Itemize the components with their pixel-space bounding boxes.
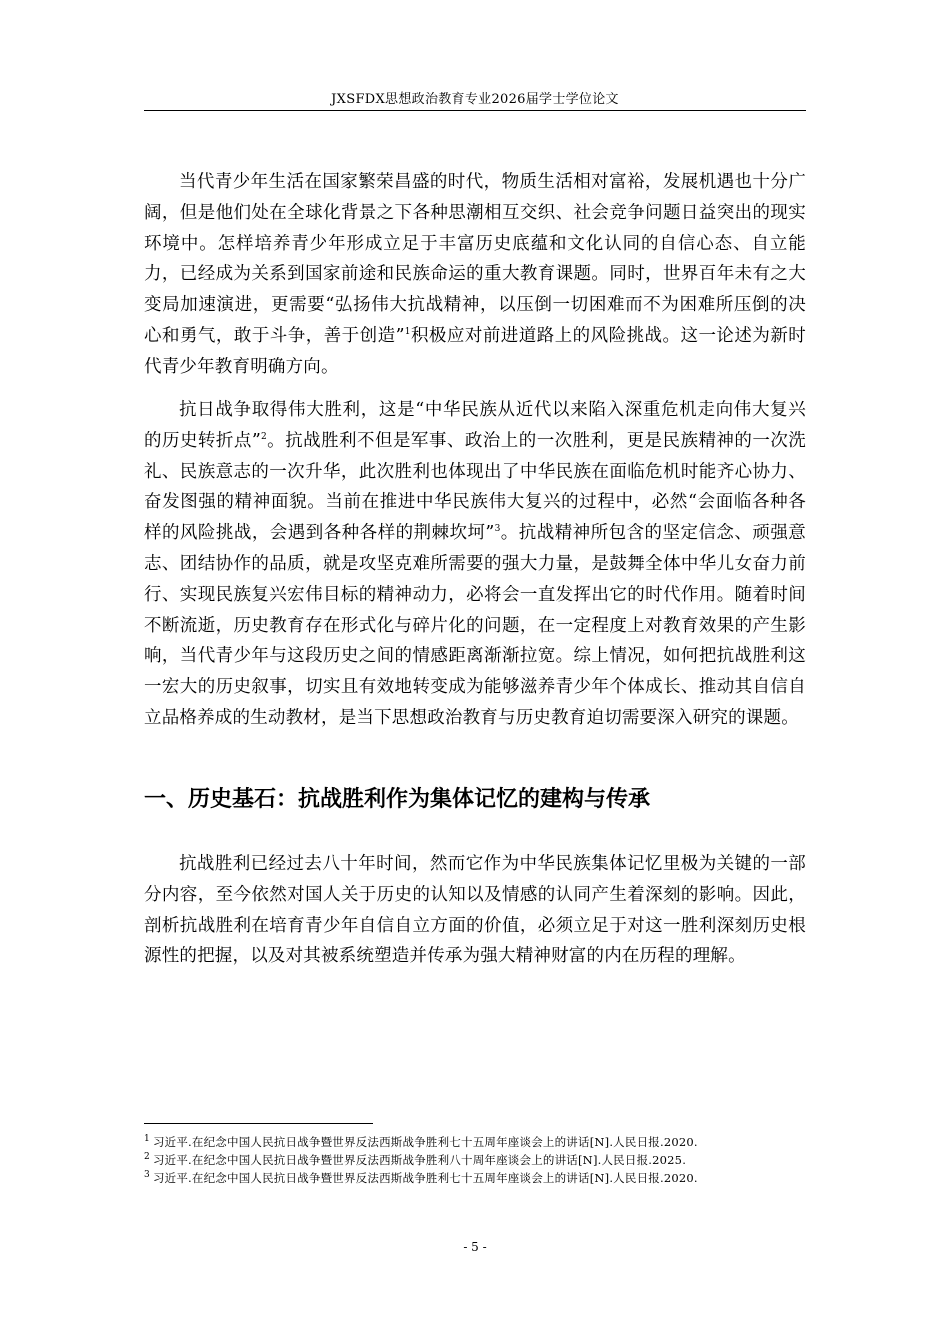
section-heading: 一、历史基石：抗战胜利作为集体记忆的建构与传承 [144,787,651,812]
paragraph-2-text-b: 。抗战胜利不但是军事、政治上的一次胜利，更是民族精神的一次洗礼、民族意志的一次升华，此次胜利也体现出了中华民族在面临危机时能齐心协力、奋发图强的精神面貌。当前在推进中华民族伟大复兴的过程中，必然“会面临各种各样的风险挑战，会遇到各种各样的荆棘坎坷” [144,430,806,544]
paragraph-2-text-a: 抗日战争取得伟大胜利，这是“中华民族从近代以来陷入深重危机走向伟大复兴的历史转折点” [144,400,806,451]
footnote-3 [144,1169,806,1187]
footnote-divider [144,1123,373,1124]
paragraph-3: 抗战胜利已经过去八十年时间，然而它作为中华民族集体记忆里极为关键的一部分内容，至今依然对国人关于历史的认知以及情感的认同产生着深刻的影响。因此，剖析抗战胜利在培育青少年自信自立方面的价值，必须立足于对这一胜利深刻历史根源性的把握，以及对其被系统塑造并传承为强大精神财富的内在历程的理解。 [144,854,806,967]
footnote-number: 3 [144,1170,150,1181]
paragraph-1-text-a: 当代青少年生活在国家繁荣昌盛的时代，物质生活相对富裕，发展机遇也十分广阔，但是他们处在全球化背景之下各种思潮相互交织、社会竞争问题日益突出的现实环境中。怎样培养青少年形成立足于丰富历史底蕴和文化认同的自信心态、自立能力，已经成为关系到国家前途和民族命运的重大教育课题。同时，世界百年未有之大变局加速演进，更需要“弘扬伟大抗战精神，以压倒一切困难而不为困难所压倒的决心和勇气，敢于斗争，善于创造” [144,172,806,346]
footnote-ref-3[interactable]: 3 [494,524,501,535]
footnote-text: 习近平.在纪念中国人民抗日战争暨世界反法西斯战争胜利七十五周年座谈会上的讲话[N].人民日报.2020. [152,1171,698,1185]
paragraph-1 [144,167,806,383]
footnotes [144,1133,806,1187]
footnote-text: 习近平.在纪念中国人民抗日战争暨世界反法西斯战争胜利八十周年座谈会上的讲话[N].人民日报.2025. [152,1153,687,1167]
page-number: - 5 - [463,1240,487,1254]
page-header: JXSFDX思想政治教育专业2026届学士学位论文 [331,92,619,107]
footnote-ref-2[interactable]: 2 [260,431,267,442]
paragraph-1-text-b: 积极应对前进道路上的风险挑战。这一论述为新时代青少年教育明确方向。 [144,325,806,377]
footnote-2 [144,1151,806,1169]
header-divider [144,110,806,111]
footnote-ref-1[interactable]: 1 [404,327,411,338]
footnote-number: 2 [144,1152,150,1163]
paragraph-2-text-c: 。抗战精神所包含的坚定信念、顽强意志、团结协作的品质，就是攻坚克难所需要的强大力量，是鼓舞全体中华儿女奋力前行、实现民族复兴宏伟目标的精神动力，必将会一直发挥出它的时代作用。随着时间不断流逝，历史教育存在形式化与碎片化的问题，在一定程度上对教育效果的产生影响，当代青少年与这段历史之间的情感距离渐渐拉宽。综上情况，如何把抗战胜利这一宏大的历史叙事，切实且有效地转变成为能够滋养青少年个体成长、推动其自信自立品格养成的生动教材，是当下思想政治教育与历史教育迫切需要深入研究的课题。 [144,523,806,728]
footnote-number: 1 [144,1134,150,1145]
paragraph-2 [144,395,806,734]
footnote-text: 习近平.在纪念中国人民抗日战争暨世界反法西斯战争胜利七十五周年座谈会上的讲话[N].人民日报.2020. [152,1135,698,1149]
footnote-1 [144,1133,806,1151]
